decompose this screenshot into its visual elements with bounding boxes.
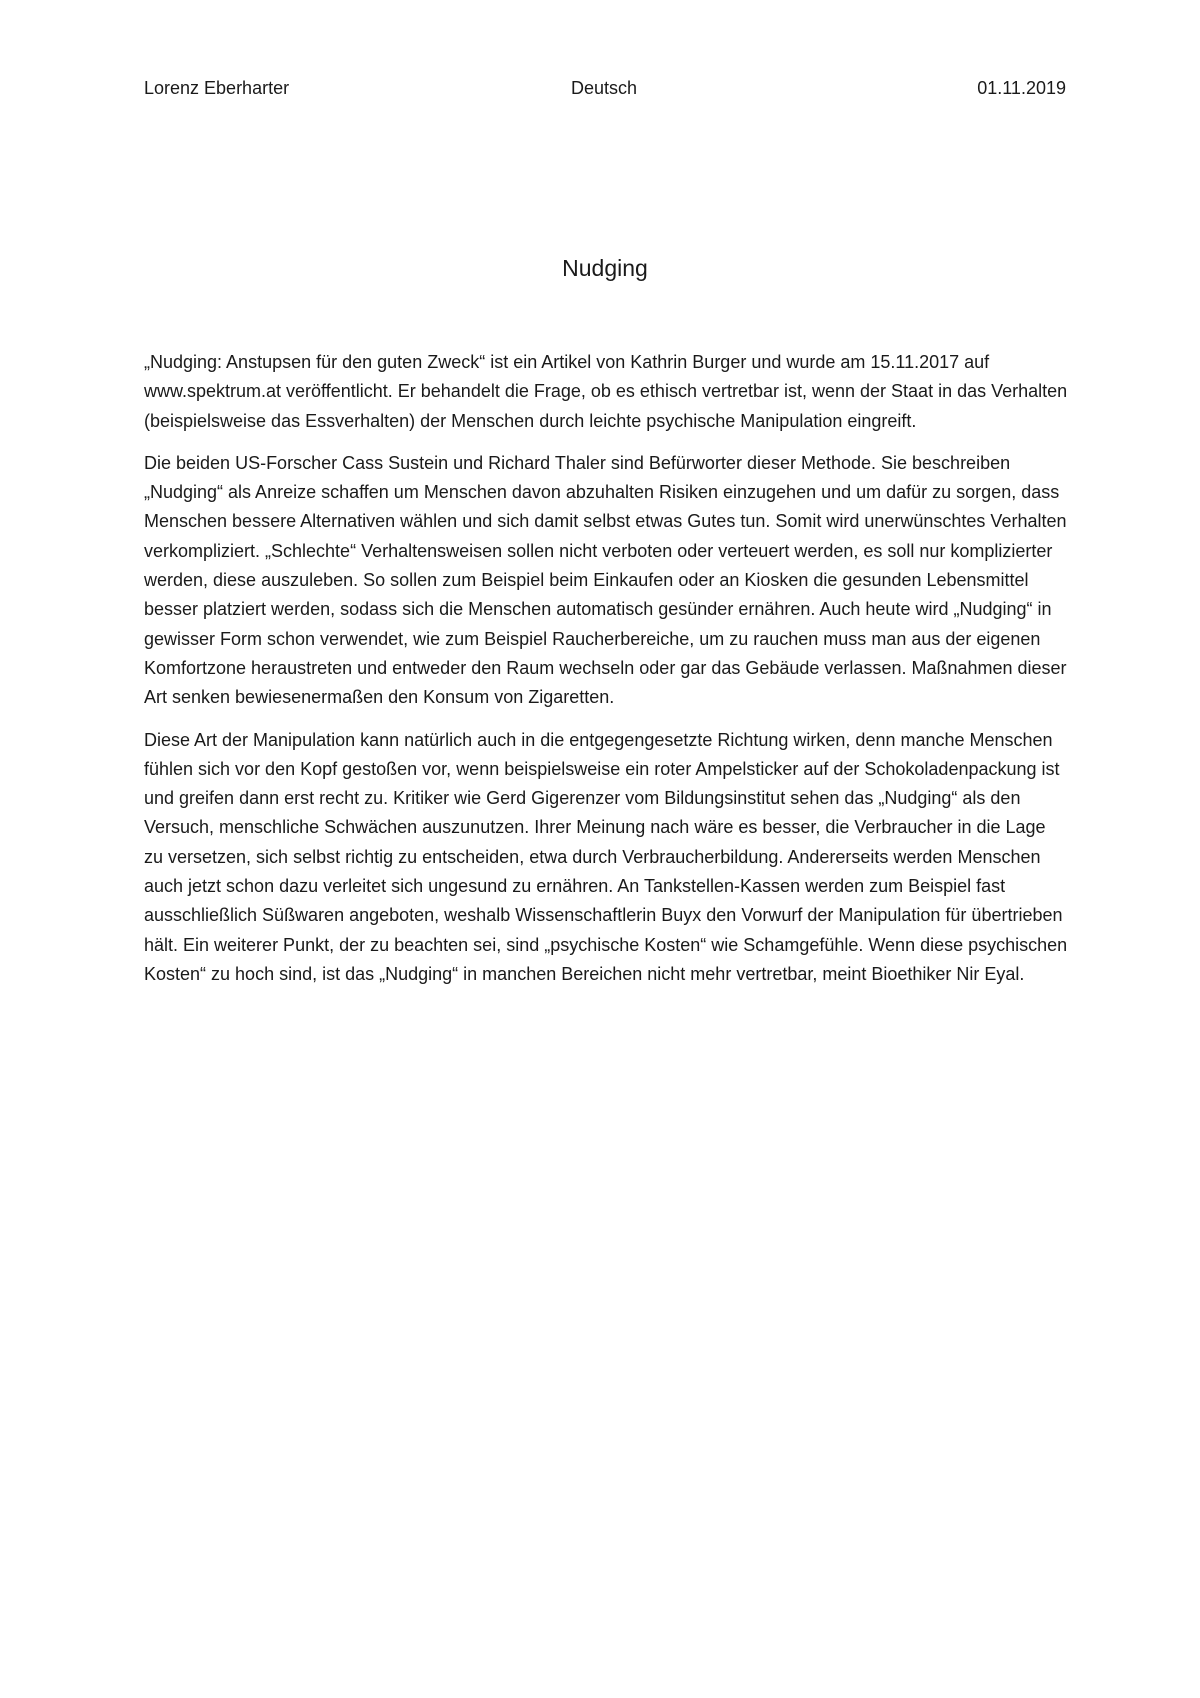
paragraph-1: „Nudging: Anstupsen für den guten Zweck“ ist ein Artikel von Kathrin Burger und wurde am 15.11.2017 auf www.spektrum.at veröffentlicht. Er behandelt die Frage, ob es ethisch vertretbar ist, wenn der Staat in das Verhalten (beispielsweise das Essverhalten) der Menschen durch leichte psychische Manipulation eingreift. <box>144 352 1068 431</box>
page-header <box>144 74 1066 102</box>
document-title: Nudging <box>562 255 648 281</box>
document-body <box>144 348 1069 1002</box>
header-date: 01.11.2019 <box>977 78 1066 98</box>
header-subject: Deutsch <box>570 78 638 98</box>
paragraph-2: Die beiden US-Forscher Cass Sustein und Richard Thaler sind Befürworter dieser Methode. Sie beschreiben „Nudging“ als Anreize schaffen um Menschen davon abzuhalten Risiken einzugehen und um dafür zu sorgen, dass Menschen bessere Alternativen wählen und sich damit selbst etwas Gutes tun. Somit wird unerwünschtes Verhalten verkompliziert. „Schlechte“ Verhaltensweisen sollen nicht verboten oder verteuert werden, es soll nur komplizierter werden, diese auszuleben. So sollen zum Beispiel beim Einkaufen oder an Kiosken die gesunden Lebensmittel besser platziert werden, sodass sich die Menschen automatisch gesünder ernähren. Auch heute wird „Nudging“ in gewisser Form schon verwendet, wie zum Beispiel Raucherbereiche, um zu rauchen muss man aus der eigenen Komfortzone heraustreten und entweder den Raum wechseln oder gar das Gebäude verlassen. Maßnahmen dieser Art senken bewiesenermaßen den Konsum von Zigaretten. <box>144 452 1067 708</box>
header-author: Lorenz Eberharter <box>144 78 290 98</box>
paragraph-3: Diese Art der Manipulation kann natürlich auch in die entgegengesetzte Richtung wirken, denn manche Menschen fühlen sich vor den Kopf gestoßen vor, wenn beispielsweise ein roter Ampelsticker auf der Schokoladenpackung ist und greifen dann erst recht zu. Kritiker wie Gerd Gigerenzer vom Bildungsinstitut sehen das „Nudging“ als den Versuch, menschliche Schwächen auszunutzen. Ihrer Meinung nach wäre es besser, die Verbraucher in die Lage zu versetzen, sich selbst richtig zu entscheiden, etwa durch Verbraucherbildung. Andererseits werden Menschen auch jetzt schon dazu verleitet sich ungesund zu ernähren. An Tankstellen-Kassen werden zum Beispiel fast ausschließlich Süßwaren angeboten, weshalb Wissenschaftlerin Buyx den Vorwurf der Manipulation für übertrieben hält. Ein weiterer Punkt, der zu beachten sei, sind „psychische Kosten“ wie Schamgefühle. Wenn diese psychischen Kosten“ zu hoch sind, ist das „Nudging“ in manchen Bereichen nicht mehr vertretbar, meint Bioethiker Nir Eyal. <box>144 729 1068 984</box>
